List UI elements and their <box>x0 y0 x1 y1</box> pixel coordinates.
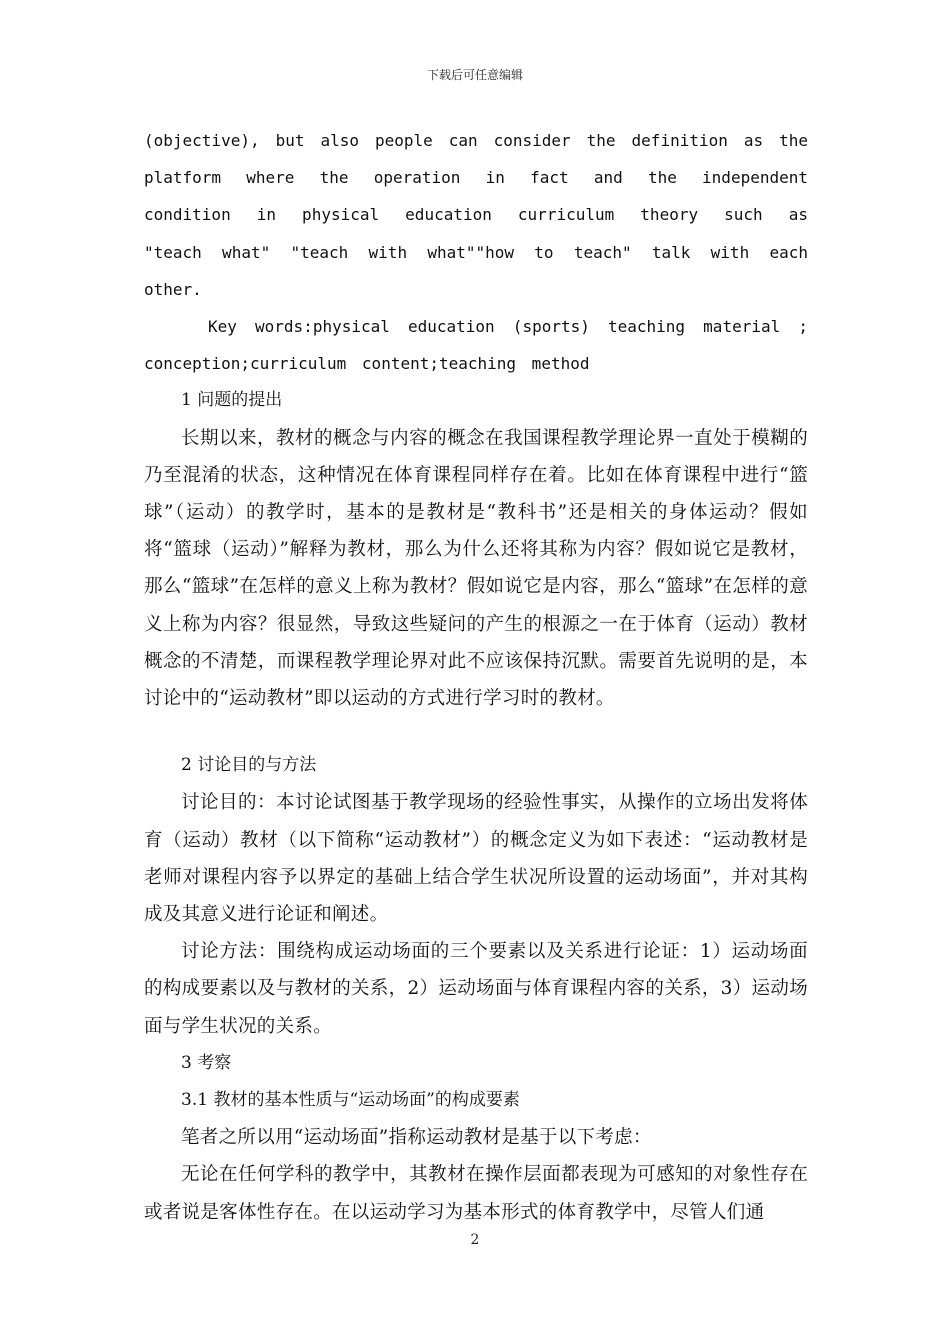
section-3-heading: 3 考察 <box>181 1052 232 1073</box>
section-3-paragraph: 无论在任何学科的教学中，其教材在操作层面都表现为可感知的对象性存在或者说是客体性存在。在以运动学习为基本形式的体育教学中，尽管人们通 <box>144 1164 808 1223</box>
paragraph-gap <box>144 717 808 747</box>
keywords-line: Key words:physical education (sports) teaching material ; conception;curriculum content;teaching method <box>144 317 808 374</box>
abstract-continuation: (objective), but also people can consider the definition as the platform where the operation in fact and the independent condition in physical education curriculum theory such as "teach what" "teach with what""how to teach" talk with each other. <box>144 131 808 299</box>
section-1-paragraph: 长期以来，教材的概念与内容的概念在我国课程教学理论界一直处于模糊的乃至混淆的状态，这种情况在体育课程同样存在着。比如在体育课程中进行“篮球”（运动）的教学时，基本的是教材是“教科书”还是相关的身体运动？假如将“篮球（运动）”解释为教材，那么为什么还将其称为内容？假如说它是教材，那么“篮球”在怎样的意义上称为教材？假如说它是内容，那么“篮球”在怎样的意义上称为内容？很显然，导致这些疑问的产生的根源之一在于体育（运动）教材概念的不清楚，而课程教学理论界对此不应该保持沉默。需要首先说明的是，本讨论中的“运动教材”即以运动的方式进行学习时的教材。 <box>144 427 808 710</box>
page-body <box>144 122 808 1231</box>
section-2-purpose-paragraph: 讨论目的：本讨论试图基于教学现场的经验性事实，从操作的立场出发将体育（运动）教材（以下简称“运动教材”）的概念定义为如下表述：“运动教材是老师对课程内容予以界定的基础上结合学生状况所设置的运动场面”，并对其构成及其意义进行论证和阐述。 <box>144 792 808 926</box>
section-3-1-heading: 3.1 教材的基本性质与“运动场面”的构成要素 <box>181 1090 520 1111</box>
section-1-heading: 1 问题的提出 <box>181 390 283 411</box>
section-2-heading: 2 讨论目的与方法 <box>181 755 317 776</box>
section-3-intro-paragraph: 笔者之所以用“运动场面”指称运动教材是基于以下考虑： <box>181 1127 652 1149</box>
page-header: 下载后可任意编辑 <box>426 68 523 82</box>
page-number: 2 <box>470 1232 480 1248</box>
section-2-method-paragraph: 讨论方法：围绕构成运动场面的三个要素以及关系进行论证：1）运动场面的构成要素以及与教材的关系，2）运动场面与体育课程内容的关系，3）运动场面与学生状况的关系。 <box>144 941 808 1037</box>
